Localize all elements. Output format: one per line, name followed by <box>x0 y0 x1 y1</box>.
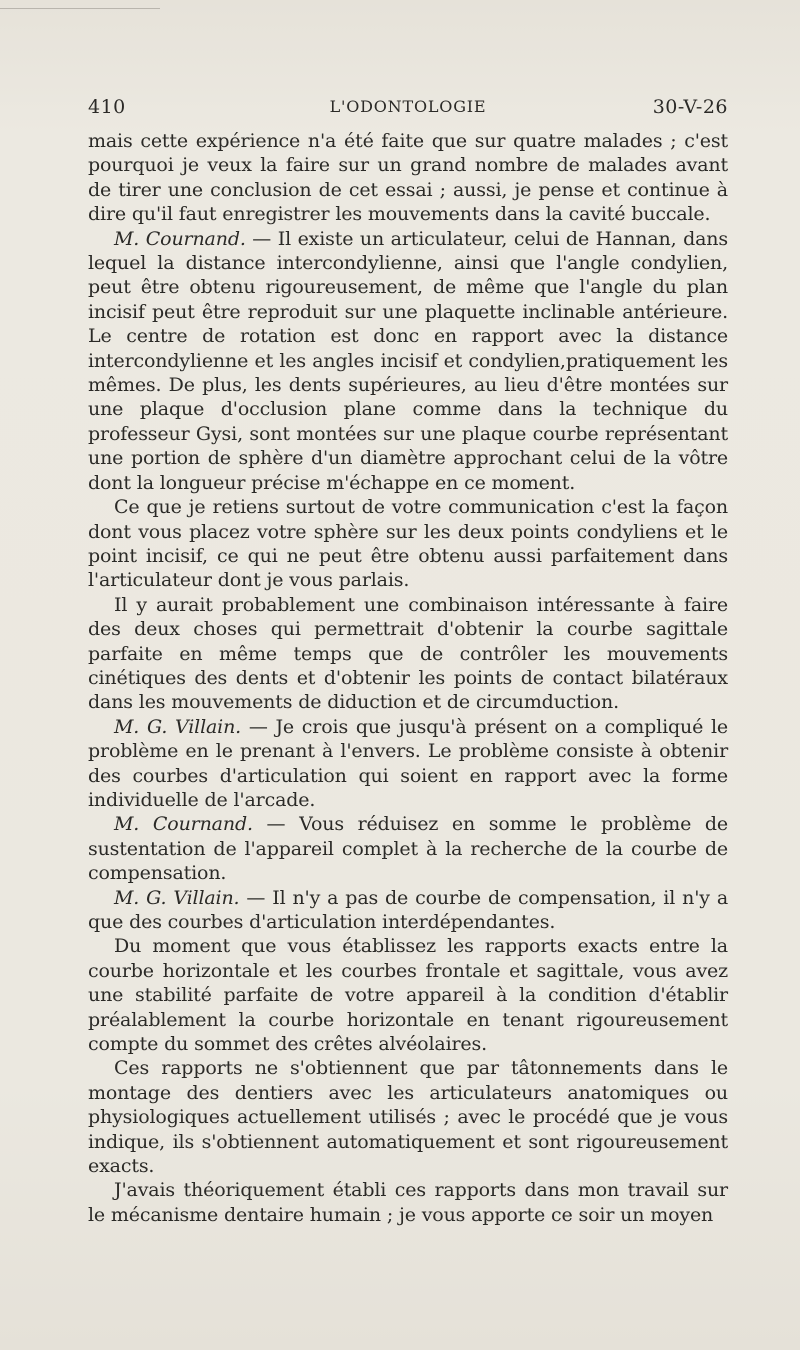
paragraph <box>88 1178 728 1227</box>
running-header <box>88 96 728 124</box>
dialogue-paragraph <box>88 227 728 495</box>
speaker-name: M. G. Villain. <box>114 886 240 909</box>
paragraph-text: Ces rapports ne s'obtiennent que par tâtonnements dans le montage des dentiers avec les articulateurs anatomiques ou physiologiques actuellement utilisés ; avec le procédé que je vous indique, ils s'obtiennent automatiquement et sont rigoureusement exacts. <box>88 1057 728 1178</box>
running-title: L'ODONTOLOGIE <box>329 97 487 116</box>
paragraph-text: Ce que je retiens surtout de votre communication c'est la façon dont vous placez votre sphère sur les deux points condyliens et le point incisif, ce qui ne peut être obtenu aussi parfaitement dans l'articulateur dont je vous parlais. <box>88 496 728 592</box>
paragraph <box>88 129 728 227</box>
dialogue-paragraph <box>88 715 728 813</box>
speaker-name: M. G. Villain. <box>114 715 242 738</box>
body-text <box>88 129 728 1227</box>
issue-date: 30-V-26 <box>652 96 728 118</box>
speaker-name: M. Cournand. <box>114 813 253 836</box>
paragraph-text: Du moment que vous établissez les rapports exacts entre la courbe horizontale et les courbes frontale et sagittale, vous avez une stabilité parfaite de votre appareil à la condition d'établir préalablement la courbe horizontale en tenant rigoureusement compte du sommet des crêtes alvéolaires. <box>88 935 728 1056</box>
dialogue-paragraph <box>88 886 728 935</box>
paragraph <box>88 1056 728 1178</box>
paragraph-text: — Il n'y a pas de courbe de compensation, il n'y a que des courbes d'articulation interdépendantes. <box>88 886 728 933</box>
paragraph-text: — Il existe un articulateur, celui de Hannan, dans lequel la distance intercondylienne, ainsi que l'angle condylien, peut être obtenu rigoureusement, de même que l'angle du plan incisif peut être reproduit sur une plaquette inclinable antérieure. Le centre de rotation est donc en rapport avec la distance intercondylienne et les angles incisif et condylien,pratiquement les mêmes. De plus, les dents supérieures, au lieu d'être montées sur une plaque d'occlusion plane comme dans la technique du professeur Gysi, sont montées sur une plaque courbe représentant une portion de sphère d'un diamètre approchant celui de la vôtre dont la longueur précise m'échappe en ce moment. <box>88 227 728 494</box>
paragraph-text: mais cette expérience n'a été faite que sur quatre malades ; c'est pourquoi je veux la faire sur un grand nombre de malades avant de tirer une conclusion de cet essai ; aussi, je pense et continue à dire qu'il faut enregistrer les mouvements dans la cavité buccale. <box>88 130 728 226</box>
paragraph-text: Il y aurait probablement une combinaison intéressante à faire des deux choses qui permettrait d'obtenir la courbe sagittale parfaite en même temps que de contrôler les mouvements cinétiques des dents et d'obtenir les points de contact bilatéraux dans les mouvements de diduction et de circumduction. <box>88 593 728 714</box>
page-number: 410 <box>88 96 126 118</box>
paragraph <box>88 593 728 715</box>
dialogue-paragraph <box>88 812 728 885</box>
paragraph-text: — Je crois que jusqu'à présent on a compliqué le problème en le prenant à l'envers. Le problème consiste à obtenir des courbes d'articulation qui soient en rapport avec la forme individuelle de l'arcade. <box>88 715 728 811</box>
paragraph-text: — Vous réduisez en somme le problème de sustentation de l'appareil complet à la recherche de la courbe de compensation. <box>88 813 728 885</box>
paragraph <box>88 495 728 593</box>
page-edge-line <box>0 0 160 9</box>
paragraph <box>88 934 728 1056</box>
speaker-name: M. Cournand. <box>114 227 246 250</box>
paragraph-text: J'avais théoriquement établi ces rapports dans mon travail sur le mécanisme dentaire humain ; je vous apporte ce soir un moyen <box>88 1179 728 1226</box>
